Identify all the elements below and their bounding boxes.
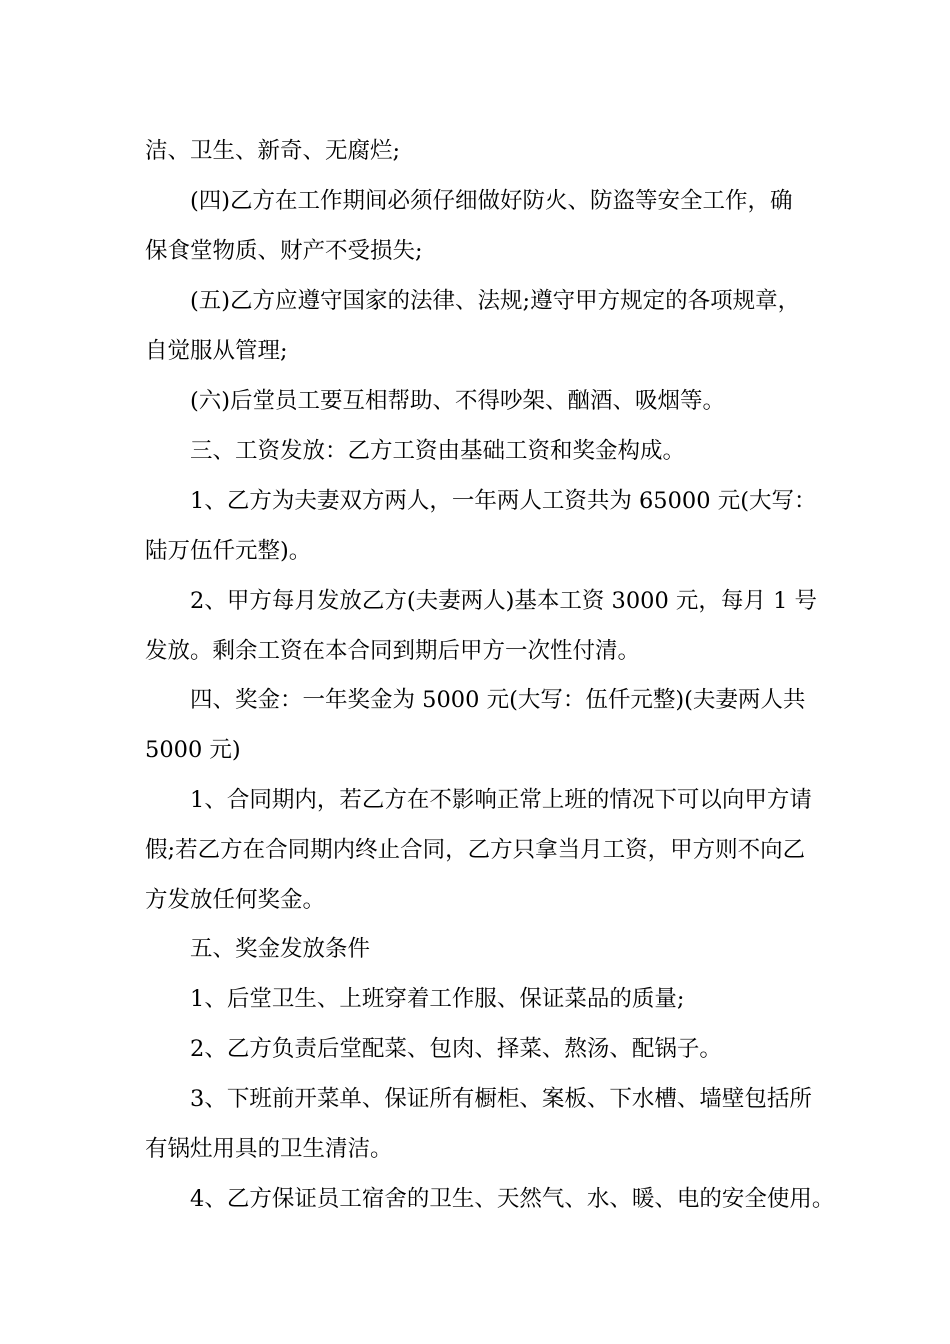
text-line: 5000 元) [145,737,241,763]
text-line: 洁、卫生、新奇、无腐烂; [145,138,401,164]
text-line: (四)乙方在工作期间必须仔细做好防火、防盗等安全工作，确 [190,188,793,214]
text-line: 方发放任何奖金。 [145,887,326,913]
text-line: 2、甲方每月发放乙方(夫妻两人)基本工资 3000 元，每月 1 号 [190,588,818,614]
text-line: 陆万伍仟元整)。 [145,538,312,564]
text-line: 2、乙方负责后堂配菜、包肉、择菜、熬汤、配锅子。 [190,1036,722,1062]
text-line: 五、奖金发放条件 [190,936,371,962]
text-line: 1、合同期内，若乙方在不影响正常上班的情况下可以向甲方请 [190,787,812,813]
text-line: 保食堂物质、财产不受损失; [145,238,423,264]
text-line: 1、乙方为夫妻双方两人，一年两人工资共为 65000 元(大写： [190,488,817,514]
text-line: 发放。剩余工资在本合同到期后甲方一次性付清。 [145,638,641,664]
text-line: 有锅灶用具的卫生清洁。 [145,1136,393,1162]
text-line: (五)乙方应遵守国家的法律、法规;遵守甲方规定的各项规章， [190,288,801,314]
text-line: 三、工资发放：乙方工资由基础工资和奖金构成。 [190,438,686,464]
text-line: 4、乙方保证员工宿舍的卫生、天然气、水、暖、电的安全使用。 [190,1186,835,1212]
text-line: 1、后堂卫生、上班穿着工作服、保证菜品的质量; [190,986,685,1012]
text-line: 四、奖金：一年奖金为 5000 元(大写：伍仟元整)(夫妻两人共 [190,687,806,713]
text-line: 自觉服从管理; [145,338,288,364]
text-line: (六)后堂员工要互相帮助、不得吵架、酗酒、吸烟等。 [190,388,726,414]
text-line: 3、下班前开菜单、保证所有橱柜、案板、下水槽、墙壁包括所 [190,1086,812,1112]
text-line: 假;若乙方在合同期内终止合同，乙方只拿当月工资，甲方则不向乙 [145,837,806,863]
